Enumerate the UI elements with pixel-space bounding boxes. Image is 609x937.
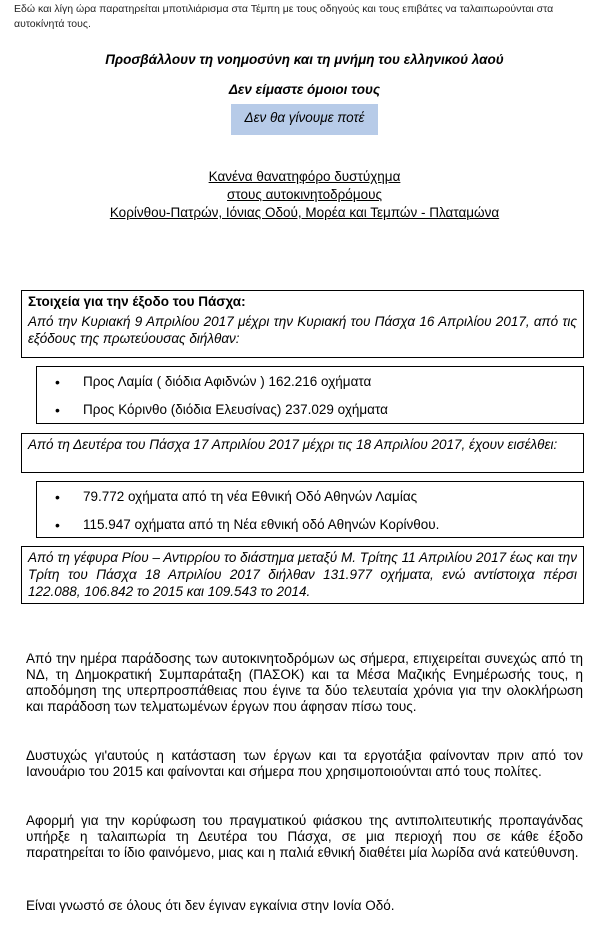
underlined-line-1: Κανένα θανατηφόρο δυστύχημα <box>208 169 401 184</box>
paragraph-4: Είναι γνωστό σε όλους ότι δεν έγιναν εγκαίνια στην Ιονία Οδό. <box>26 898 395 913</box>
paragraph-2: Δυστυχώς γι'αυτούς η κατάσταση των έργων και τα εργοτάξια φαίνονταν πριν από τον Ιανουάριο του 2015 και φαίνονται και σήμερα που χρησιμοποιούνται από τους πολίτες. <box>26 748 583 779</box>
list-item: • Προς Λαμία ( διόδια Αφιδνών ) 162.216 οχήματα <box>37 370 583 398</box>
underlined-line-2: στους αυτοκινητοδρόμους <box>227 187 382 202</box>
paragraph-1: Από την ημέρα παράδοσης των αυτοκινητοδρόμων ως σήμερα, επιχειρείται συνεχώς από τη ΝΔ, τη Δημοκρατική Συμπαράταξη (ΠΑΣΟΚ) και τα Μέσα Μαζικής Ενημέρωσής τους, η αποδόμηση της υπερπροσπάθειας που έγινε τα δύο τελευταία χρόνια για την ολοκλήρωση και παράδοση των τελματωμένων έργων που άφησαν πίσω τους. <box>26 651 583 714</box>
inbound-list-box <box>36 481 584 538</box>
list-item: • Προς Κόρινθο (διόδια Ελευσίνας) 237.029 οχήματα <box>37 398 583 426</box>
list-item: • 79.772 οχήματα από τη νέα Εθνική Οδό Αθηνών Λαμίας <box>37 485 583 513</box>
headline-3-highlight: Δεν θα γίνουμε ποτέ <box>231 104 379 135</box>
easter-box <box>21 290 584 358</box>
paragraph-3: Αφορμή για την κορύφωση του πραγματικού φιάσκου της αντιπολιτευτικής προπαγάνδας υπήρξε η ταλαιπωρία τη Δευτέρα του Πάσχα, σε μια περιοχή που σε κάθε έξοδο παρατηρείται το ίδιο φαινόμενο, μιας και η παλιά εθνική διαθέτει μία λωρίδα ανά κατεύθυνση. <box>26 813 583 860</box>
bridge-box-text: Από τη γέφυρα Ρίου – Αντιρρίου το διάστημα μεταξύ Μ. Τρίτης 11 Απριλίου 2017 έως και την Τρίτη του Πάσχα 18 Απριλίου 2017 διήλθαν 131.977 οχήματα, ενώ αντίστοιχα πέρσι 122.088, 106.842 το 2015 και 109.543 το 2014. <box>28 550 577 599</box>
easter-box-text: Από την Κυριακή 9 Απριλίου 2017 μέχρι την Κυριακή του Πάσχα 16 Απριλίου 2017, από τις εξόδους της πρωτεύουσας διήλθαν: <box>28 314 577 346</box>
underlined-line-3: Κορίνθου-Πατρών, Ιόνιας Οδού, Μορέα και Τεμπών - Πλαταμώνα <box>109 205 500 220</box>
headline-2: Δεν είμαστε όμοιοι τους <box>228 82 381 97</box>
easter-box-title: Στοιχεία για την έξοδο του Πάσχα: <box>28 294 246 309</box>
outbound-list <box>37 370 583 426</box>
outbound-list-box <box>36 366 584 424</box>
inbound-list <box>37 485 583 541</box>
intro-text: Εδώ και λίγη ώρα παρατηρείται μποτιλιάρισμα στα Τέμπη με τους οδηγούς και τους επιβάτες να ταλαιπωρούνται στα αυτοκίνητά τους. <box>14 3 554 30</box>
list-item: • 115.947 οχήματα από τη Νέα εθνική οδό Αθηνών Κορίνθου. <box>37 513 583 541</box>
bridge-box <box>21 546 584 604</box>
return-box-text: Από τη Δευτέρα του Πάσχα 17 Απριλίου 2017 μέχρι τις 18 Απριλίου 2017, έχουν εισέλθει: <box>28 437 558 452</box>
headline-1: Προσβάλλουν τη νοημοσύνη και τη μνήμη του ελληνικού λαού <box>105 52 504 67</box>
headline-3-wrapper <box>0 104 609 135</box>
return-box <box>21 433 584 473</box>
